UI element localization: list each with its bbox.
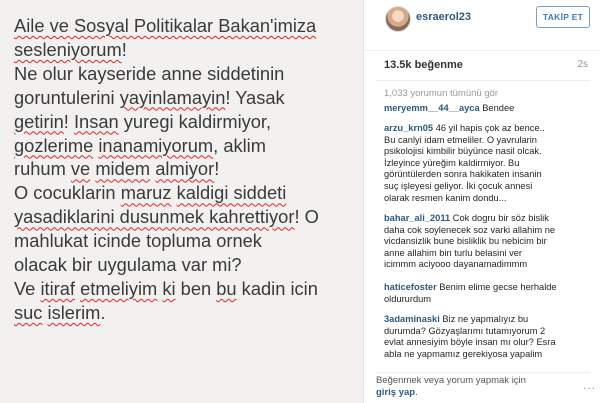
note-segment: . xyxy=(100,301,106,323)
note-line xyxy=(14,110,359,134)
note-line xyxy=(14,229,359,253)
login-prompt xyxy=(376,375,536,398)
comment xyxy=(384,314,594,360)
note-line xyxy=(14,62,359,86)
note-line xyxy=(14,134,359,158)
note-flagged-word: sesleniyorum xyxy=(14,38,122,60)
note-segment: mahlukat icinde topluma ornek xyxy=(14,230,262,252)
comment-text: psikolojisi kimbilir büyünce nasil olcak. xyxy=(384,146,542,157)
note-flagged-word: kaldigi siddeti xyxy=(176,182,287,204)
note-segment: ! xyxy=(121,38,127,60)
login-prompt-text: Beğenmek veya yorum yapmak için xyxy=(376,375,526,386)
comment-username[interactable]: 3adaminaski xyxy=(384,314,440,324)
comment-text: abla ne yapmamız gerekiyosa yapalim xyxy=(384,348,543,359)
comment-text: İzleyince yüreğim kaldirmiyor. Bu xyxy=(384,157,520,168)
note-line xyxy=(14,205,359,229)
note-segment: ruhum xyxy=(14,158,71,180)
comment xyxy=(384,103,594,115)
login-prompt-period: . xyxy=(415,386,418,398)
note-line xyxy=(14,301,359,325)
divider xyxy=(376,372,590,373)
note-line xyxy=(14,86,359,110)
post-side-panel xyxy=(364,0,600,403)
note-flagged-word: bu xyxy=(216,277,237,299)
note-flagged-word: gozlerime xyxy=(14,134,94,156)
time-ago[interactable]: 2s xyxy=(577,59,588,70)
note-line xyxy=(14,157,359,181)
note-line xyxy=(14,14,359,38)
comment-text: daha cok soylenecek soz varki allahim ne xyxy=(384,224,556,235)
comment-username[interactable]: haticefoster xyxy=(384,282,437,292)
comment-text: olarak resmen kanim dondu... xyxy=(384,192,507,203)
note-segment: olacak bir uygulama var mi? xyxy=(14,254,242,276)
note-segment: yuregi kaldirmiyor, xyxy=(118,110,272,132)
username-link[interactable]: esraerol23 xyxy=(416,11,472,23)
note-flagged-word: getirin xyxy=(14,110,64,132)
post-header xyxy=(364,0,600,51)
note-segment: goruntulerini xyxy=(14,86,115,108)
follow-button[interactable]: TAKİP ET xyxy=(536,6,590,28)
divider xyxy=(376,80,590,81)
note-flagged-word: itiraf xyxy=(40,277,75,299)
note-segment: ! Yasak xyxy=(225,86,285,108)
comment-username[interactable]: bahar_ali_2011 xyxy=(384,213,451,223)
note-flagged-word: midem xyxy=(95,158,151,180)
comment-text: oldururdum xyxy=(384,293,432,304)
comment-text: durumda? Gözyaşlarımı tutamıyorum 2 xyxy=(384,325,546,336)
note-segment: Ne olur kayseride anne siddetinin xyxy=(14,62,285,84)
comment-text: icimmm aciyooo dayanamadimmm xyxy=(384,259,528,270)
note-line xyxy=(14,253,359,277)
note-line xyxy=(14,38,359,62)
note-flagged-word: maruz xyxy=(120,182,172,204)
note-segment: Ve xyxy=(14,277,41,299)
note-flagged-word: yasadiklarini dusunmek kahrettiyor xyxy=(14,206,295,228)
comment-text: vicdansizlik bune bisliklik bu nebicim bir xyxy=(384,236,547,247)
note-segment: ! O xyxy=(294,206,319,228)
comment-text: suç işleyesi geliyor. İki çocuk annesi xyxy=(384,180,533,191)
note-flagged-word: inanamiyorum xyxy=(98,134,214,156)
view-all-comments-link[interactable]: 1,033 yorumun tümünü gör xyxy=(384,88,499,99)
comment-text: 46 yil hapis çok az bence.. xyxy=(435,123,545,133)
comment-text: evlat annesiyim böyle insan mı olur? Esra xyxy=(384,337,556,348)
note-flagged-word: Aile ve Sosyal Politikalar Bakan'imiza xyxy=(14,15,317,36)
note-flagged-word: almiyor xyxy=(155,158,215,180)
note-line xyxy=(14,181,359,205)
comment xyxy=(384,123,594,204)
comment-text: Cok dogru bir söz bislik xyxy=(452,213,549,223)
note-segment: ! xyxy=(214,158,220,180)
note-flagged-word: etmeliyim xyxy=(80,277,158,299)
note-segment: kadin icin xyxy=(236,277,318,299)
comment-text: Benim elime gecse herhalde xyxy=(439,282,557,292)
note-flagged-word: suc xyxy=(14,301,43,323)
note-segment: ben xyxy=(175,277,217,299)
note-segment: ! xyxy=(63,110,74,132)
more-options-button[interactable]: ... xyxy=(583,378,597,392)
comment-text: Biz ne yapmalıyız bu xyxy=(442,314,529,324)
note-text xyxy=(14,14,359,325)
comment-username[interactable]: meryemm__44__ayca xyxy=(384,103,480,113)
comment-text: anne allahim bin turlu belasini ver xyxy=(384,247,522,258)
note-flagged-word: yayinlamayin xyxy=(119,86,226,108)
note-flagged-word: Insan xyxy=(73,110,119,132)
likes-count[interactable]: 13.5k beğenme xyxy=(384,59,463,71)
note-flagged-word: ki xyxy=(162,277,176,299)
comment xyxy=(384,282,594,305)
comment-text: Bendee xyxy=(482,103,515,113)
comment xyxy=(384,213,594,271)
note-segment: , aklim xyxy=(213,134,266,156)
login-link[interactable]: giriş yap xyxy=(376,386,416,398)
note-line xyxy=(14,277,359,301)
comment-username[interactable]: arzu_krn05 xyxy=(384,123,434,133)
comment-text: görüntülerden sonra hakikaten insanin xyxy=(384,169,542,180)
note-flagged-word: islerim xyxy=(47,301,101,323)
note-flagged-word: ve xyxy=(70,158,91,180)
note-segment: O cocuklarin xyxy=(14,182,121,204)
avatar[interactable] xyxy=(385,6,411,32)
comment-text: Bu canlyi idam etmeliler. O yavrularin xyxy=(384,134,537,145)
